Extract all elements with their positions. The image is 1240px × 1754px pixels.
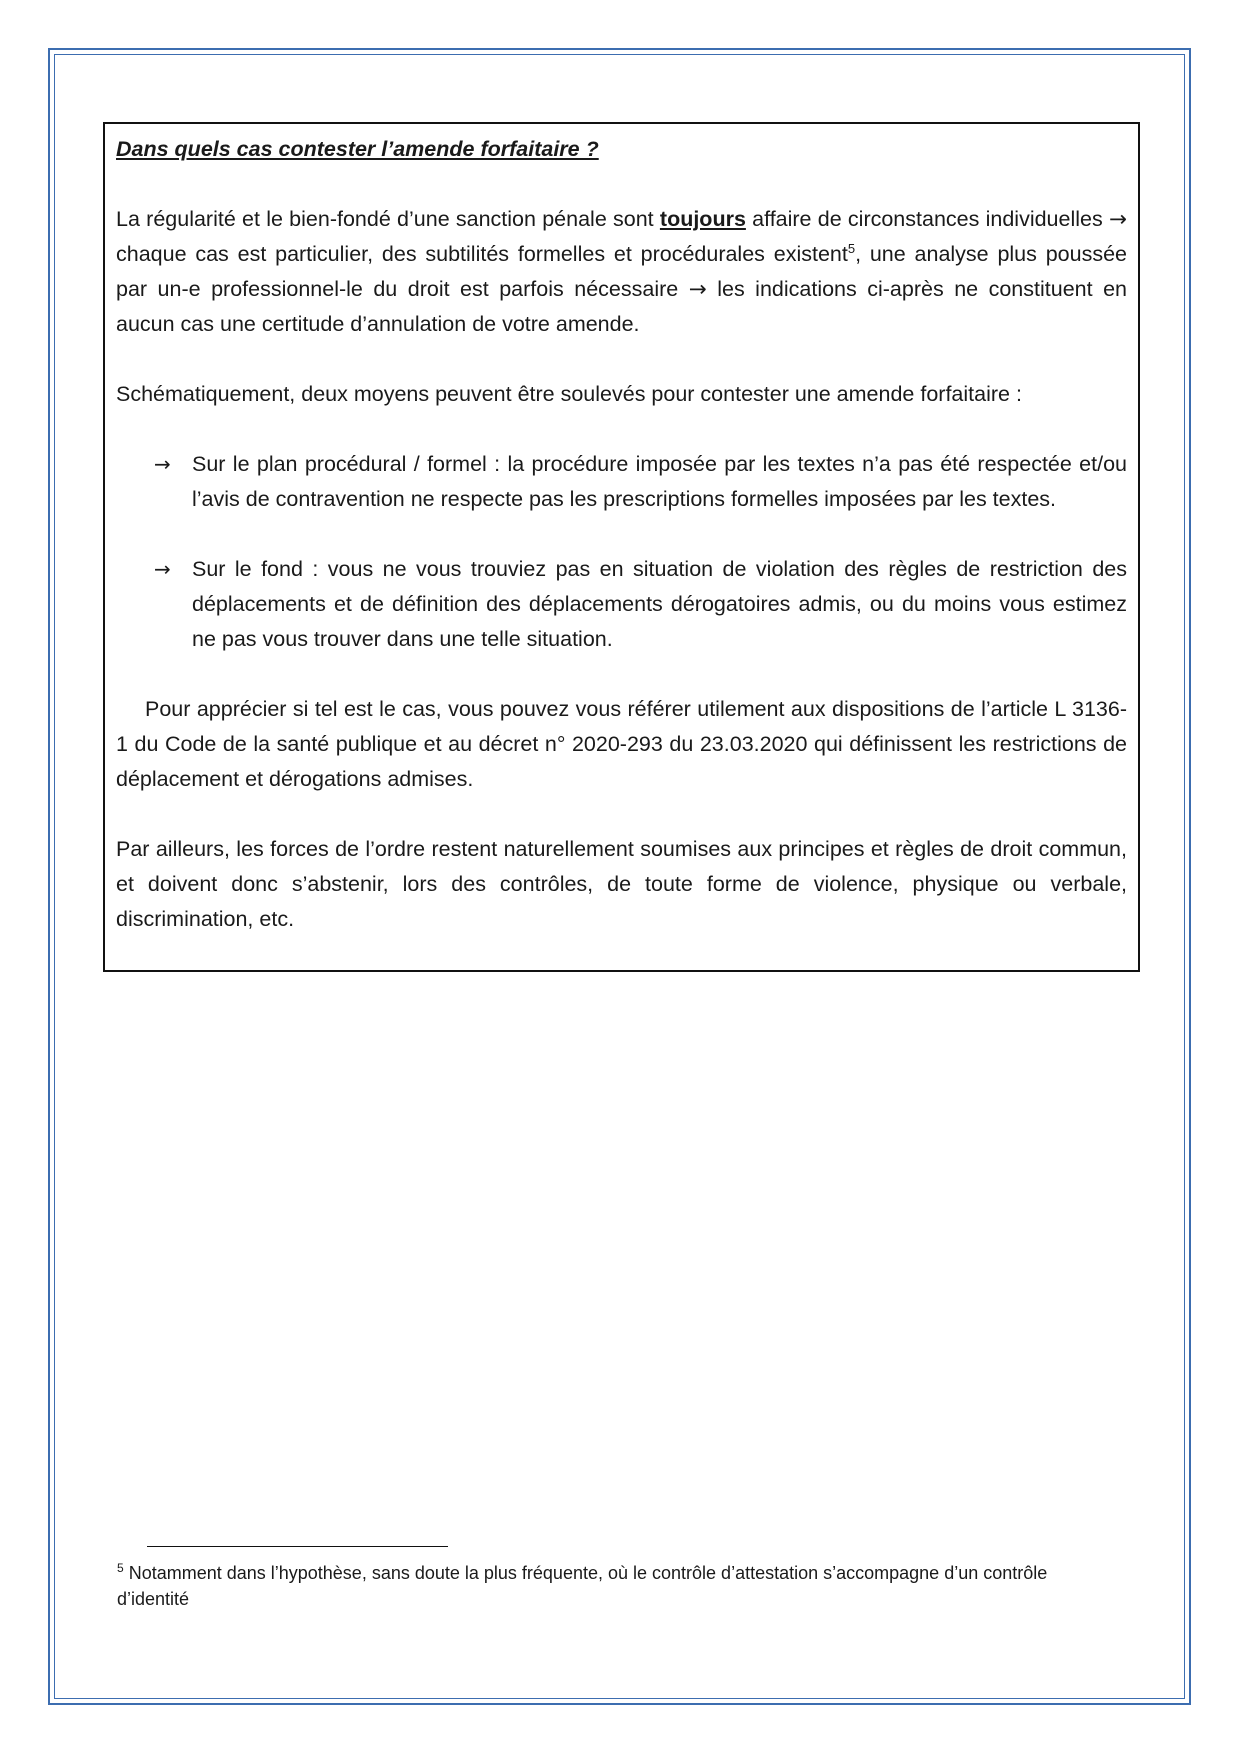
paragraph-references: Pour apprécier si tel est le cas, vous pouvez vous référer utilement aux dispositions de l’article L 3136-1 du Code de la santé publique et au décret n° 2020-293 du 23.03.2020 qui définissent les restrictions de déplacement et dérogations admises. — [116, 697, 1127, 791]
footnote-text: Notamment dans l’hypothèse, sans doute la plus fréquente, où le contrôle d’attestation s’accompagne d’un contrôle d’identité — [117, 1563, 1048, 1609]
section-heading: Dans quels cas contester l’amende forfaitaire ? — [116, 137, 599, 161]
para1-text-b: affaire de circonstances individuelles — [745, 207, 1109, 231]
footnote — [117, 1560, 1077, 1612]
para1-text-c: chaque cas est particulier, des subtilités formelles et procédurales existent — [116, 242, 848, 266]
footnote-ref[interactable]: 5 — [847, 240, 856, 256]
footnote-number: 5 — [117, 1561, 124, 1575]
bullet-arrow-icon: → — [154, 557, 171, 581]
bullet-text: Sur le plan procédural / formel : la procédure imposée par les textes n’a pas été respectée et/ou l’avis de contravention ne respecte pas les prescriptions formelles imposées par les textes. — [192, 452, 1127, 511]
paragraph-forces-ordre: Par ailleurs, les forces de l’ordre restent naturellement soumises aux principes et règles de droit commun, et doivent donc s’abstenir, lors des contrôles, de toute forme de violence, physique ou verbale, discrimination, etc. — [116, 837, 1127, 931]
bullet-arrow-icon: → — [154, 452, 171, 476]
bullet-text: Sur le fond : vous ne vous trouviez pas en situation de violation des règles de restriction des déplacements et de définition des déplacements dérogatoires admis, ou du moins vous estimez ne pas vous trouver dans une telle situation. — [192, 557, 1127, 651]
arrow-right-icon: → — [1108, 207, 1127, 232]
para1-text-e: les indications ci-après ne constituent en aucun cas une certitude d’annulation de votre amende. — [116, 277, 1127, 336]
info-box — [103, 122, 1140, 972]
para1-text-a: La régularité et le bien-fondé d’une sanction pénale sont — [116, 207, 660, 231]
paragraph-intro — [116, 202, 1127, 342]
para1-text-d: , une analyse plus poussée par un-e professionnel-le du droit est parfois nécessaire — [116, 242, 1127, 301]
footnote-separator — [147, 1546, 448, 1547]
emphasis-toujours: toujours — [659, 207, 746, 231]
bullet-item-procedural — [116, 447, 1127, 517]
paragraph-schema: Schématiquement, deux moyens peuvent être soulevés pour contester une amende forfaitaire : — [116, 382, 1022, 406]
bullet-item-fond — [116, 552, 1127, 657]
arrow-right-icon: → — [688, 277, 707, 302]
